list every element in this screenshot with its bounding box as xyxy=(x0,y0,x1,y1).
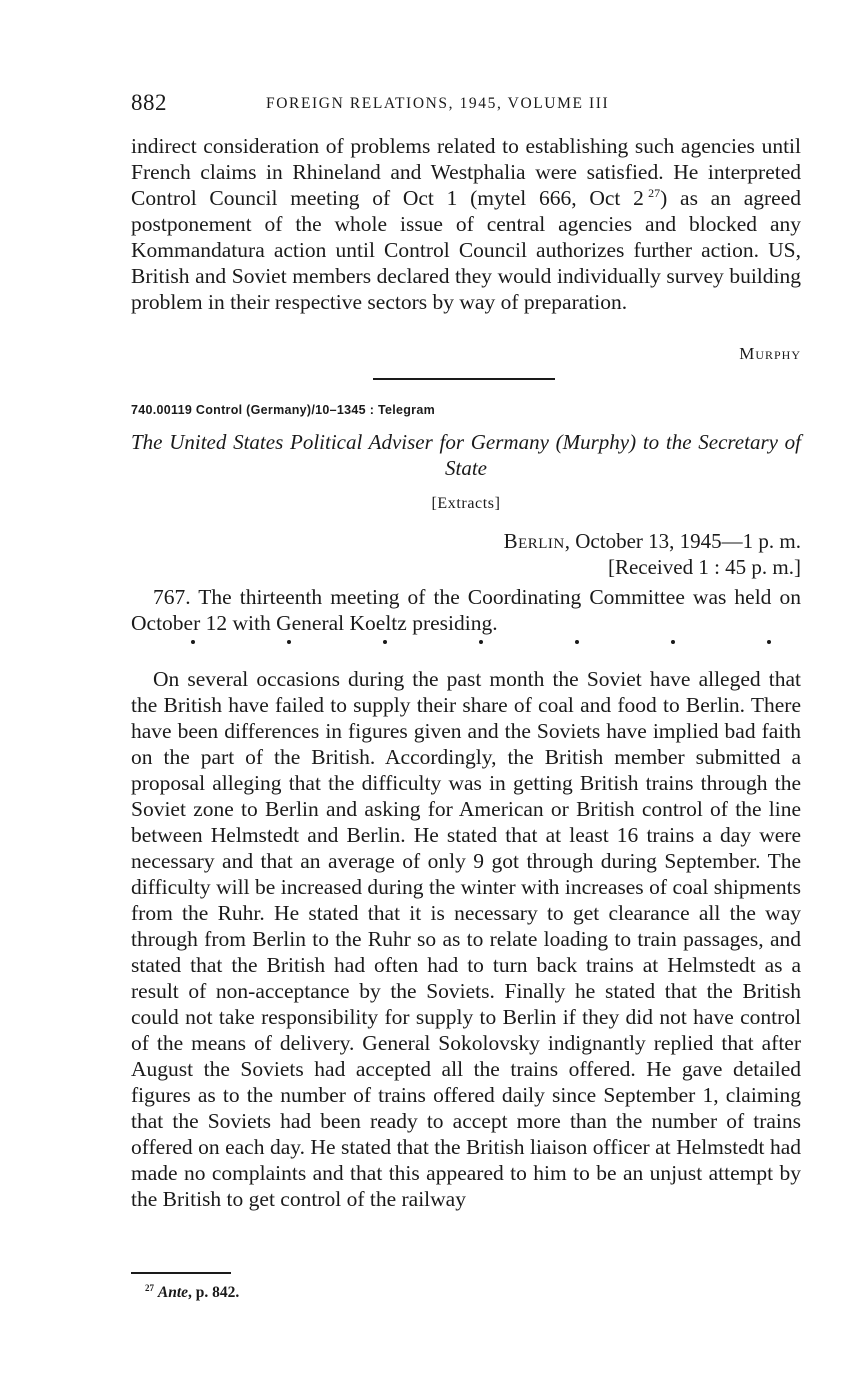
omission-dot xyxy=(287,640,291,644)
omission-dot xyxy=(767,640,771,644)
previous-document-paragraph xyxy=(131,133,801,315)
dateline-place: Berlin xyxy=(503,529,565,553)
running-head-title: FOREIGN RELATIONS, 1945, VOLUME III xyxy=(266,95,610,112)
dateline-date: , October 13, 1945—1 p. m. xyxy=(564,529,801,553)
dateline-block xyxy=(504,528,801,580)
document-title: The United States Political Adviser for Germany (Murphy) to the Secretary of State xyxy=(131,430,801,480)
body-paragraph-1: 767. The thirteenth meeting of the Coordinating Committee was held on October 12 with General Koeltz presiding. xyxy=(131,585,801,635)
extracts-label: [Extracts] xyxy=(431,495,501,512)
omission-dot xyxy=(191,640,195,644)
running-head xyxy=(131,90,801,120)
omission-dot xyxy=(383,640,387,644)
omission-dot xyxy=(479,640,483,644)
body-paragraph-2: On several occasions during the past month the Soviet have alleged that the British have failed to supply their share of coal and food to Berlin. There have been differences in figures given and the Soviets have implied bad faith on the part of the British. Accordingly, the British member submitted a proposal alleging that the difficulty was in getting British trains through the Soviet zone to Berlin and asking for American or British control of the line between Helmstedt and Berlin. He stated that at least 16 trains a day were necessary and that an average of only 9 got through during September. The difficulty will be increased during the winter with increases of coal shipments from the Ruhr. He stated that it is necessary to get clearance all the way through from Berlin to the Ruhr so as to relate loading to train passages, and stated that the British had often had to turn back trains at Helmstedt as a result of non-acceptance by the Soviets. Finally he stated that the British could not take responsibility for supply to Berlin if they did not have control of the means of delivery. General Sokolovsky indignantly replied that after August the Soviets had accepted all the trains offered. He gave detailed figures as to the number of trains offered daily since September 1, claiming that the Soviets had been ready to accept more than the number of trains offered on each day. He stated that the British liaison officer at Helmstedt had made no complaints and that this appeared to him to be an unjust attempt by the British to get control of the railway xyxy=(131,667,801,1211)
footnote-reference: 27 xyxy=(648,185,661,200)
signature: Murphy xyxy=(739,344,801,363)
file-reference: 740.00119 Control (Germany)/10–1345 : Telegram xyxy=(131,403,435,417)
omission-dots xyxy=(191,640,771,644)
page-number: 882 xyxy=(131,90,167,115)
footnote-rule xyxy=(131,1272,231,1274)
section-divider xyxy=(373,378,555,380)
footnote-marker: 27 xyxy=(145,1283,154,1293)
footnote-italic-text: Ante xyxy=(157,1284,189,1302)
omission-dot xyxy=(575,640,579,644)
dateline xyxy=(504,528,801,554)
footnote-text: , p. 842. xyxy=(188,1284,240,1302)
paragraph-text-after-ref: ) as an agreed postponement of the whole issue of central agencies and blocked any Kommandatura action until Control Council authorizes further action. US, British and Soviet members declared they would individually survey building problem in their respective sectors by way of preparation. xyxy=(131,186,801,314)
omission-dot xyxy=(671,640,675,644)
footnote xyxy=(145,1283,239,1302)
paragraph-text-before-ref: indirect consideration of problems related to establishing such agencies until French claims in Rhineland and Westphalia were satisfied. He interpreted Control Council meeting of Oct 1 (mytel 666, Oct 2 xyxy=(131,134,801,210)
received-time: [Received 1 : 45 p. m.] xyxy=(607,555,801,579)
